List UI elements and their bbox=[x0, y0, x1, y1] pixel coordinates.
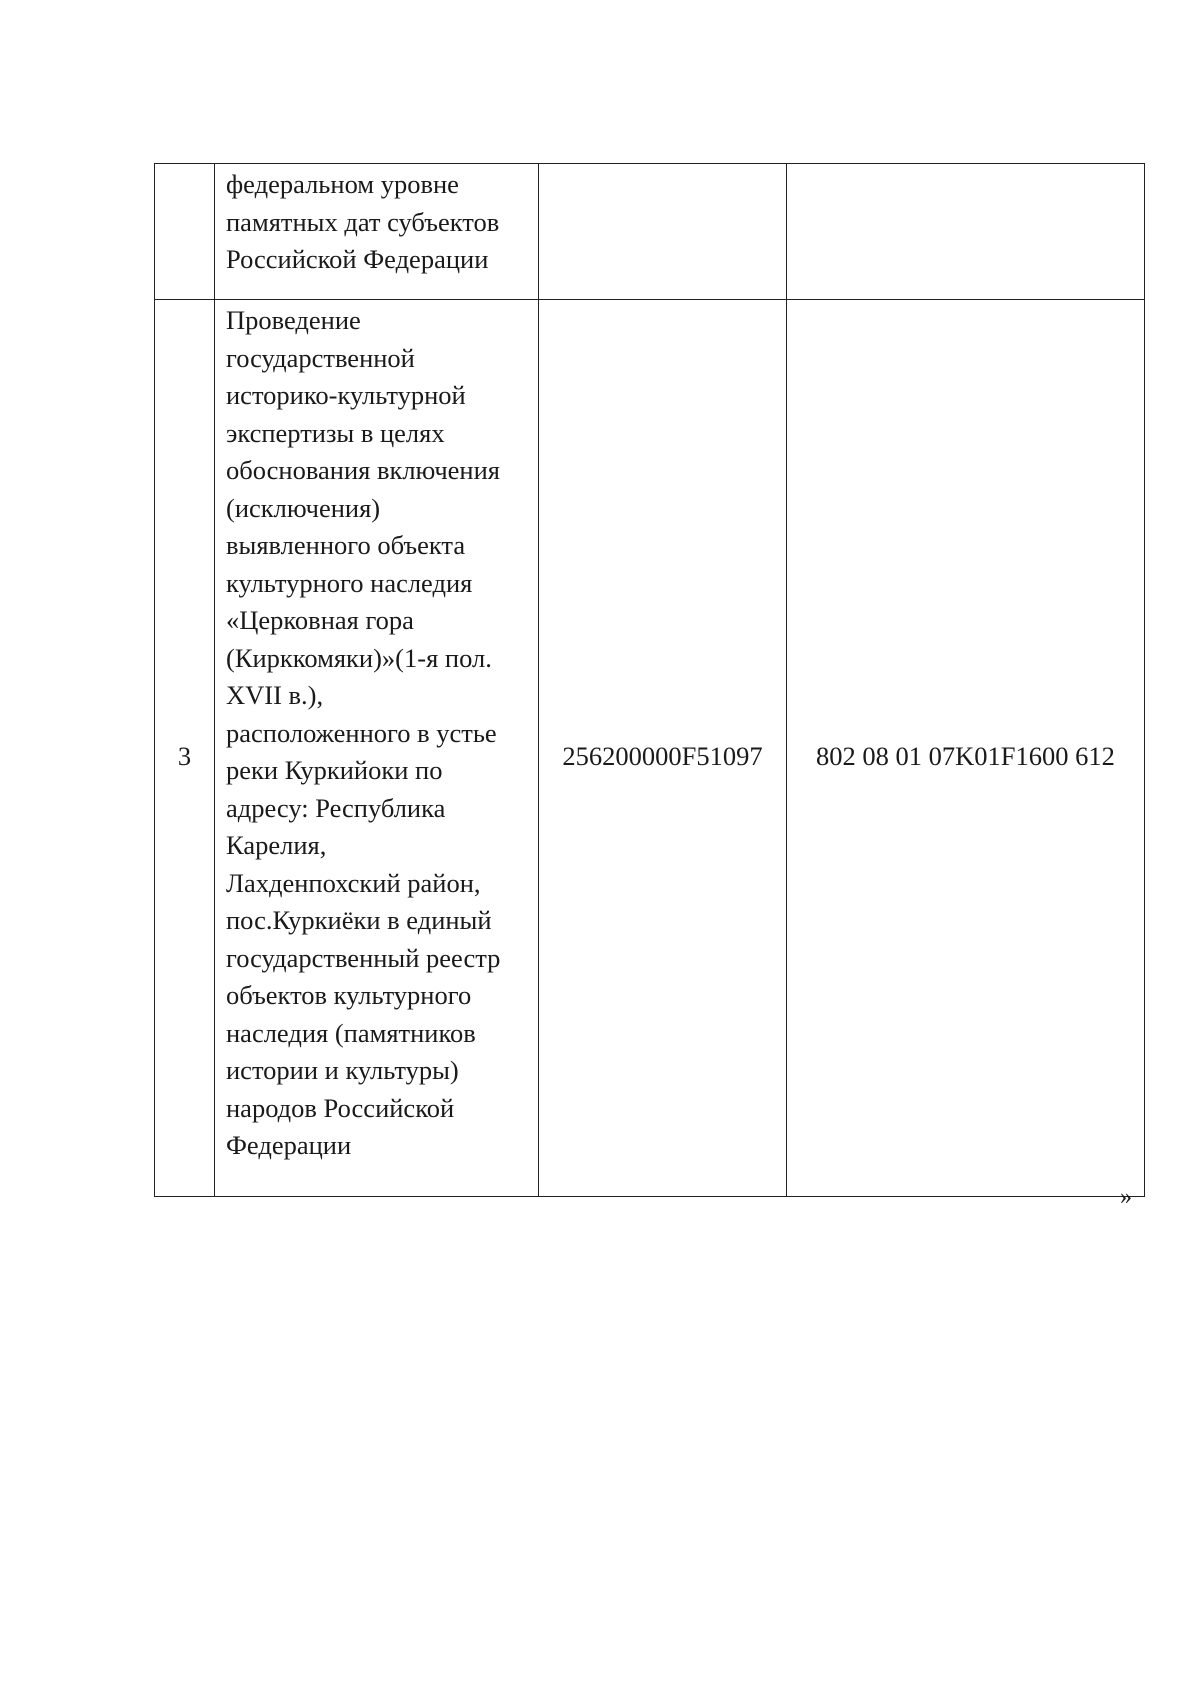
name-line: народов Российской bbox=[226, 1092, 455, 1123]
name-line: (исключения) bbox=[226, 492, 381, 523]
document-table bbox=[154, 163, 1145, 1197]
row-code-cell: 256200000F51097 bbox=[539, 300, 787, 1197]
name-line: XVII в.), bbox=[226, 680, 324, 710]
name-line: (Кирккомяки)»(1-я пол. bbox=[226, 642, 492, 673]
name-line: Лахденпохский район, bbox=[226, 867, 481, 898]
row-kbk-cell: 802 08 01 07K01F1600 612 bbox=[787, 300, 1145, 1197]
name-line: объектов культурного bbox=[226, 980, 472, 1010]
name-line: истории и культуры) bbox=[226, 1055, 459, 1085]
name-line: выявленного объекта bbox=[226, 530, 466, 560]
name-line: реки Куркийоки по bbox=[226, 755, 443, 785]
name-line: Проведение bbox=[226, 305, 361, 335]
name-line: Карелия, bbox=[226, 830, 327, 860]
name-line: «Церковная гора bbox=[226, 605, 414, 635]
table-row bbox=[155, 300, 1145, 1197]
name-line: историко-культурной bbox=[226, 380, 466, 410]
name-line: пос.Куркиёки в единый bbox=[226, 905, 492, 935]
name-line: Российской Федерации bbox=[226, 244, 489, 274]
name-line: экспертизы в целях bbox=[226, 417, 445, 448]
row-number-cell: 3 bbox=[155, 300, 215, 1197]
name-line: Федерации bbox=[226, 1130, 352, 1160]
row-name-cell bbox=[215, 164, 539, 300]
closing-quote: » bbox=[1120, 1184, 1132, 1210]
row-code-cell bbox=[539, 164, 787, 300]
name-line: адресу: Республика bbox=[226, 792, 446, 823]
name-line: культурного наследия bbox=[226, 567, 473, 598]
name-line: государственный реестр bbox=[226, 942, 501, 973]
row-name-cell bbox=[215, 300, 539, 1197]
name-line: федеральном уровне bbox=[226, 169, 459, 199]
table-row bbox=[155, 164, 1145, 300]
row-number-cell bbox=[155, 164, 215, 300]
row-kbk-cell bbox=[787, 164, 1145, 300]
name-line: наследия (памятников bbox=[226, 1017, 476, 1048]
name-line: расположенного в устье bbox=[226, 717, 497, 748]
name-line: памятных дат субъектов bbox=[226, 206, 500, 237]
name-line: обоснования включения bbox=[226, 455, 500, 485]
name-line: государственной bbox=[226, 342, 415, 373]
